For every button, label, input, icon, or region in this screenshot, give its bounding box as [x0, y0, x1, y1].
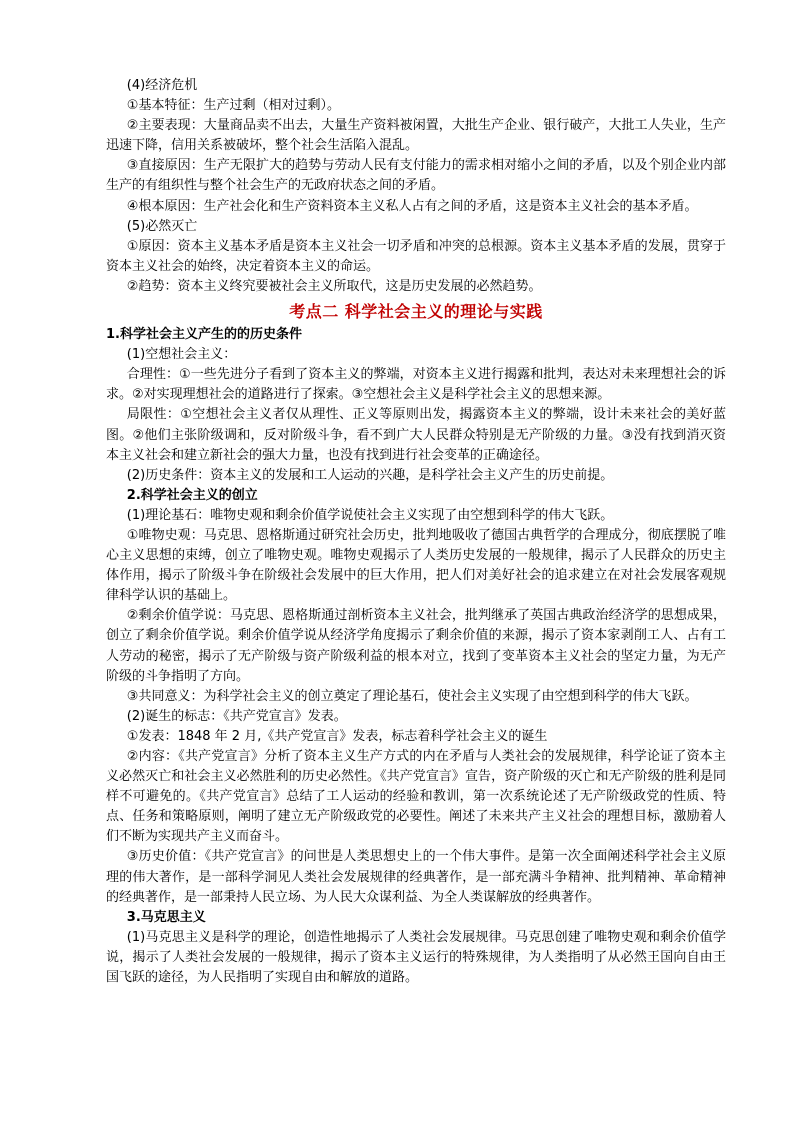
paragraph: (4)经济危机	[126, 78, 198, 93]
paragraph: ③历史价值：《共产党宣言》的问世是人类思想史上的一个伟大事件。是第一次全面阐述科学社会主义原理的伟大著作，是一部科学洞见人类社会发展规律的经典著作，是一部充满斗争精神、批判精神、革命精神的经典著作，是一部秉持人民立场、为人民大众谋利益、为全人类谋解放的经典著作。	[106, 849, 726, 905]
subsection-heading: 1.科学社会主义产生的的历史条件	[106, 327, 302, 343]
paragraph: ③直接原因：生产无限扩大的趋势与劳动人民有支付能力的需求相对缩小之间的矛盾，以及个别企业内部生产的有组织性与整个社会生产的无政府状态之间的矛盾。	[106, 158, 726, 194]
subsection-heading: 3.马克思主义	[126, 909, 206, 925]
paragraph: ①基本特征：生产过剩（相对过剩）。	[126, 98, 340, 114]
paragraph: (5)必然灭亡	[126, 218, 198, 234]
paragraph: 局限性：①空想社会主义者仅从理性、正义等原则出发，揭露资本主义的弊端，设计未来社会的美好蓝图。②他们主张阶级调和，反对阶级斗争，看不到广大人民群众特别是无产阶级的力量。③没有找到消灭资本主义社会和建立新社会的强大力量，也没有找到进行社会变革的正确途径。	[106, 407, 726, 463]
paragraph: (1)空想社会主义：	[126, 347, 237, 363]
paragraph: ①原因：资本主义基本矛盾是资本主义社会一切矛盾和冲突的总根源。资本主义基本矛盾的发展，贯穿于资本主义社会的始终，决定着资本主义的命运。	[106, 238, 726, 274]
document-page	[106, 76, 726, 988]
paragraph: (1)理论基石：唯物史观和剩余价值学说使社会主义实现了由空想到科学的伟大飞跃。	[126, 507, 614, 523]
section-heading: 考点二 科学社会主义的理论与实践	[289, 302, 543, 322]
paragraph: ②剩余价值学说：马克思、恩格斯通过剖析资本主义社会，批判继承了英国古典政治经济学的思想成果，创立了剩余价值学说。剩余价值学说从经济学角度揭示了剩余价值的来源，揭示了资本家剥削工人、占有工人劳动的秘密，揭示了无产阶级与资产阶级利益的根本对立，找到了变革资本主义社会的坚定力量，为无产阶级的斗争指明了方向。	[106, 608, 726, 684]
paragraph: (2)诞生的标志：《共产党宣言》发表。	[126, 708, 347, 724]
paragraph: ④根本原因：生产社会化和生产资料资本主义私人占有之间的矛盾，这是资本主义社会的基本矛盾。	[126, 198, 698, 214]
paragraph: 合理性：①一些先进分子看到了资本主义的弊端，对资本主义进行揭露和批判，表达对未来理想社会的诉求。②对实现理想社会的道路进行了探索。③空想社会主义是科学社会主义的思想来源。	[106, 367, 726, 403]
paragraph: ①发表：1848 年 2 月,《共产党宣言》发表，标志着科学社会主义的诞生	[126, 728, 548, 744]
paragraph: ②内容：《共产党宣言》分析了资本主义生产方式的内在矛盾与人类社会的发展规律，科学论证了资本主义必然灭亡和社会主义必然胜利的历史必然性。《共产党宣言》宣告，资产阶级的灭亡和无产阶级的胜利是同样不可避免的。《共产党宣言》总结了工人运动的经验和教训，第一次系统论述了无产阶级政党的性质、特点、任务和策略原则，阐明了建立无产阶级政党的必要性。阐述了未来共产主义社会的理想目标，激励着人们不断为实现共产主义而奋斗。	[106, 749, 726, 845]
paragraph: (1)马克思主义是科学的理论，创造性地揭示了人类社会发展规律。马克思创建了唯物史观和剩余价值学说，揭示了人类社会发展的一般规律，揭示了资本主义运行的特殊规律，为人类指明了从必然王国向自由王国飞跃的途径，为人民指明了实现自由和解放的道路。	[106, 929, 726, 986]
paragraph: ②主要表现：大量商品卖不出去，大量生产资料被闲置，大批生产企业、银行破产，大批工人失业，生产迅速下降，信用关系被破坏，整个社会生活陷入混乱。	[106, 118, 726, 154]
paragraph: ③共同意义：为科学社会主义的创立奠定了理论基石，使社会主义实现了由空想到科学的伟大飞跃。	[126, 688, 698, 704]
paragraph: (2)历史条件：资本主义的发展和工人运动的兴趣，是科学社会主义产生的历史前提。	[126, 467, 614, 483]
subsection-heading: 2.科学社会主义的创立	[126, 487, 258, 503]
paragraph: ①唯物史观：马克思、恩格斯通过研究社会历史，批判地吸收了德国古典哲学的合理成分，彻底摆脱了唯心主义思想的束缚，创立了唯物史观。唯物史观揭示了人类历史发展的一般规律，揭示了人民群众的历史主体作用，揭示了阶级斗争在阶级社会发展中的巨大作用，把人们对美好社会的追求建立在对社会发展客观规律科学认识的基础上。	[106, 527, 726, 604]
paragraph: ②趋势：资本主义终究要被社会主义所取代，这是历史发展的必然趋势。	[126, 278, 542, 294]
